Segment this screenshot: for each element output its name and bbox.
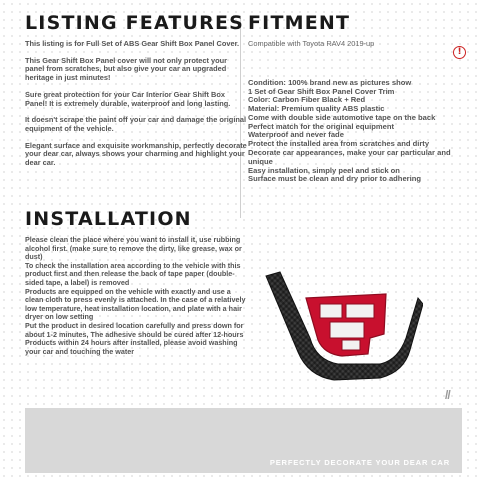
gear-shift-panel-product-image [258,268,423,398]
fitment-details [248,79,466,185]
installation-step: Please clean the place where you want to install it, use rubbing alcohol first. (make sure to remove the dirty, like grease, wax or dust) [25,235,242,262]
fitment-detail-line: Decorate car appearances, make your car particular and unique [248,148,451,166]
listing-paragraph: Sure great protection for your Car Interior Gear Shift Box Panel! It is extremely durable, waterproof and long lasting. [25,89,231,108]
fitment-detail-line: 1 Set of Gear Shift Box Panel Cover Trim [248,86,395,96]
decorative-slashes: // [445,388,450,402]
listing-paragraph: This listing is for Full Set of ABS Gear Shift Box Panel Cover. [25,39,240,48]
fitment-title: FITMENT [248,12,351,34]
panel-cutout [330,322,364,338]
fitment-detail-line: Color: Carbon Fiber Black + Red [248,95,366,105]
fitment-detail-line: Perfect match for the original equipment [248,121,394,131]
listing-paragraph: Elegant surface and exquisite workmanship, perfectly decorate your dear car, always shows your charming and highlight your dear car. [25,140,247,168]
installation-title: INSTALLATION [25,208,192,230]
listing-paragraph: This Gear Shift Box Panel cover will not only protect your panel from scratches, but also give your car an upgraded heritage in just minutes! [25,55,228,83]
fitment-detail-line: Condition: 100% brand new as pictures show [248,77,412,87]
bottom-banner [25,408,462,473]
listing-features-title: LISTING FEATURES [25,12,245,34]
installation-step: Products within 24 hours after installed, please avoid washing your car and touching the water [25,338,238,356]
installation-step: Products are equipped on the vehicle with exactly and use a clean cloth to press evenly is attached. In the case of a relatively low temperature, heat installation location, and plate with a hair dryer on low setting [25,286,246,322]
panel-cutout [346,304,374,318]
fitment-detail-line: Material: Premium quality ABS plastic [248,104,385,114]
listing-features-section [25,14,247,176]
fitment-detail-line: Easy installation, simply peel and stick on [248,165,400,175]
exclamation-circle-icon: ! [453,46,466,59]
installation-section [25,210,247,356]
fitment-detail-line: Surface must be clean and dry prior to adhering [248,174,422,184]
panel-cutout [342,340,360,350]
fitment-section [248,14,466,184]
panel-cutout [320,304,342,318]
compatibility-text: Compatible with Toyota RAV4 2019-up [248,39,375,48]
fitment-detail-line: Waterproof and never fade [248,130,344,140]
fitment-detail-line: Protect the installed area from scratches and dirty [248,139,430,149]
installation-step: To check the installation area according to the vehicle with this product first and then release the back of tape paper (double-sided tape, a label) is removed [25,260,241,287]
banner-text: PERFECTLY DECORATE YOUR DEAR CAR [269,458,450,467]
installation-step: Put the product in desired location carefully and press down for about 1-2 minutes, The adhesive should be cured after 12-hours [25,320,244,339]
listing-paragraph: It doesn't scrape the paint off your car and damage the original equipment of the vehicle. [25,115,247,133]
fitment-detail-line: Come with double side automotive tape on the back [248,112,436,122]
